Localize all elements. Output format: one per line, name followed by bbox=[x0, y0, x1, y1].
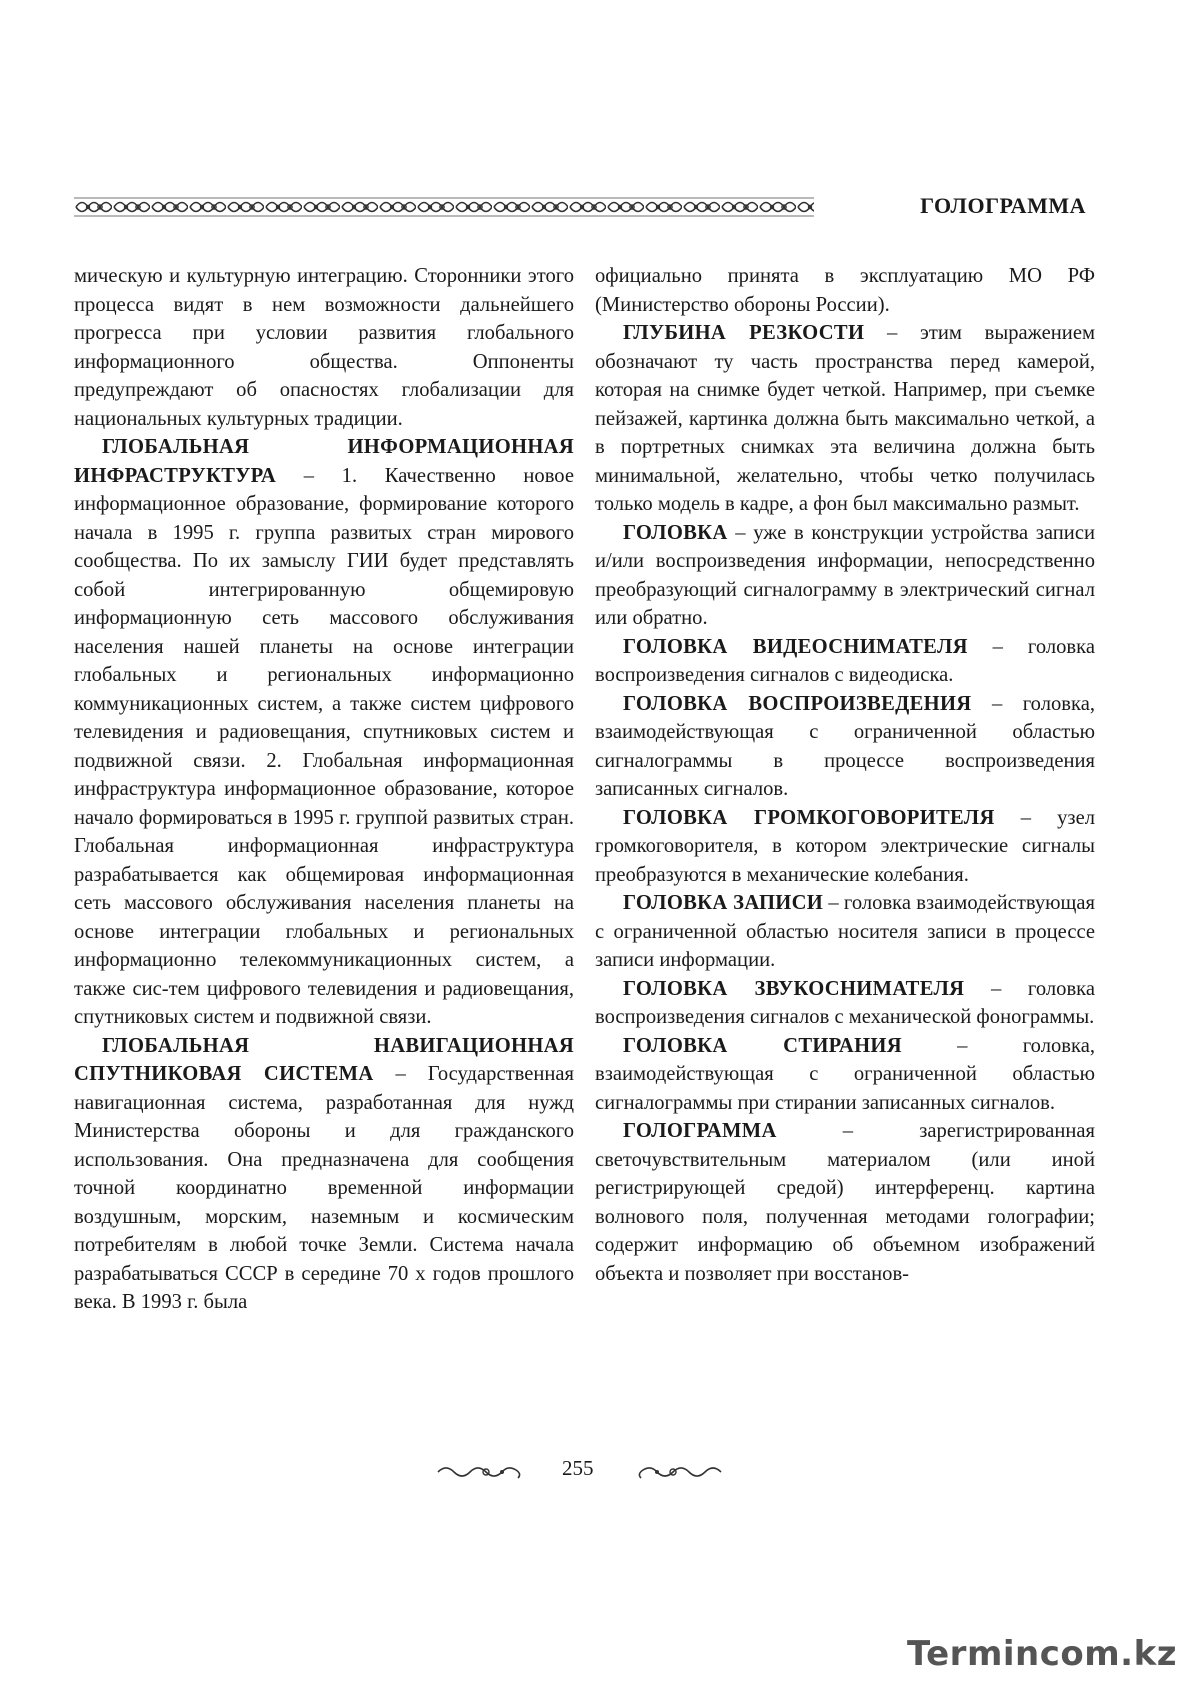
dictionary-entry bbox=[595, 519, 1095, 633]
entry-term: ГЛОБАЛЬНАЯ ИНФОРМАЦИОННАЯ ИНФРАСТРУКТУРА bbox=[74, 436, 574, 487]
header-ornament bbox=[74, 197, 814, 217]
entry-definition: – уже в конструкции устройства записи и/или воспроизведения информации, непосредственно преобразующий сигналограмму в электрический сигнал или обратно. bbox=[595, 521, 1095, 629]
entry-term: ГОЛОВКА ЗАПИСИ bbox=[623, 892, 824, 914]
entry-definition: – головка взаимодействующая с ограниченной областью носителя записи в процессе записи информации. bbox=[595, 892, 1095, 971]
entry-definition: – 1. Качественно новое информационное образование, формирование которого начала в 1995 г. группа развитых стран мирового сообщества. По их замыслу ГИИ будет представлять собой интегрированную общемировую информационную сеть массового обслуживания населения нашей планеты на основе интеграции глобальных и региональных информационно коммуникационных систем, а также систем цифрового телевидения и радиовещания, спутниковых систем и подвижной связи. 2. Глобальная информационная инфраструктура информационное образование, которое начало формироваться в 1995 г. группой развитых стран. Глобальная информационная инфраструктура разрабатывается как общемировая информационная сеть массового обслуживания населения планеты на основе интеграции глобальных и региональных информационно телекоммуникационных систем, а также сис-тем цифрового телевидения и радиовещания, спутниковых систем и подвижной связи. bbox=[74, 464, 574, 1028]
paragraph: официально принята в эксплуатацию МО РФ (Министерство обороны России). bbox=[595, 265, 1095, 316]
entry-term: ГОЛОВКА ЗВУКОСНИМАТЕЛЯ bbox=[623, 977, 965, 1000]
footer-ornament-left bbox=[436, 1462, 526, 1482]
dictionary-entry bbox=[595, 1032, 1095, 1118]
page-footer bbox=[0, 1456, 1191, 1486]
dictionary-entry bbox=[74, 1032, 574, 1317]
dictionary-entry bbox=[595, 975, 1095, 1032]
running-head: ГОЛОГРАММА bbox=[920, 193, 1086, 218]
entry-term: ГОЛОВКА ВОСПРОИЗВЕДЕНИЯ bbox=[623, 692, 972, 715]
entry-definition: – Государственная навигационная система, разработанная для нужд Министерства обороны и для гражданского использования. Она предназначена для сообщения точной координатно временной информации воздушным, морским, наземным и космическим потребителям в любой точке Земли. Система начала разрабатываться СССР в середине 70 х годов прошлого века. В 1993 г. была bbox=[74, 1063, 574, 1313]
dictionary-entry bbox=[595, 804, 1095, 890]
dictionary-entry bbox=[595, 690, 1095, 804]
right-column bbox=[595, 262, 1095, 1288]
entry-term: ГЛОБАЛЬНАЯ НАВИГАЦИОННАЯ СПУТНИКОВАЯ СИСТЕМА bbox=[74, 1034, 574, 1085]
dictionary-entry bbox=[595, 633, 1095, 690]
entry-definition: – зарегистрированная светочувствительным материалом (или иной регистрирующей средой) интерференц. картина волнового поля, полученная методами голографии; содержит информацию об объемном изображений объекта и позволяет при восстанов- bbox=[595, 1120, 1095, 1285]
page-number: 255 bbox=[562, 1456, 594, 1480]
entry-definition: – головка воспроизведения сигналов с механической фонограммы. bbox=[595, 977, 1095, 1028]
left-column bbox=[74, 262, 574, 1317]
entry-definition: – узел громкоговорителя, в котором электрические сигналы преобразуются в механические колебания. bbox=[595, 806, 1095, 886]
dictionary-entry bbox=[595, 1117, 1095, 1288]
site-watermark: Termincom.kz bbox=[906, 1634, 1177, 1674]
entry-term: ГОЛОВКА ГРОМКОГОВОРИТЕЛЯ bbox=[623, 806, 995, 829]
dictionary-entry bbox=[74, 433, 574, 1032]
dictionary-entry bbox=[595, 889, 1095, 975]
entry-term: ГОЛОВКА bbox=[623, 521, 728, 544]
entry-definition: – головка, взаимодействующая с ограниченной областью сигналограммы при стирании записанных сигналов. bbox=[595, 1034, 1095, 1114]
dictionary-entry bbox=[595, 319, 1095, 519]
entry-definition: – головка воспроизведения сигналов с видеодиска. bbox=[595, 635, 1095, 686]
footer-ornament-right bbox=[633, 1462, 723, 1482]
entry-term: ГОЛОВКА ВИДЕОСНИМАТЕЛЯ bbox=[623, 635, 968, 658]
entry-term: ГОЛОВКА СТИРАНИЯ bbox=[623, 1034, 902, 1057]
paragraph: мическую и культурную интеграцию. Сторонники этого процесса видят в нем возможности дальнейшего прогресса при условии развития глобального информационного общества. Оппоненты предупреждают об опасностях глобализации для национальных культурных традиции. bbox=[74, 265, 574, 430]
entry-term: ГЛУБИНА РЕЗКОСТИ bbox=[623, 322, 865, 344]
entry-definition: – головка, взаимодействующая с ограниченной областью сигналограммы в процессе воспроизведения записанных сигналов. bbox=[595, 692, 1095, 800]
entry-definition: – этим выражением обозначают ту часть пространства перед камерой, которая на снимке будет четкой. Например, при съемке пейзажей, картинка должна быть максимально четкой, а в портретных снимках эта величина должна быть минимальной, желательно, чтобы четко получилась только модель в кадре, а фон был максимально размыт. bbox=[595, 322, 1095, 515]
entry-term: ГОЛОГРАММА bbox=[623, 1120, 777, 1142]
